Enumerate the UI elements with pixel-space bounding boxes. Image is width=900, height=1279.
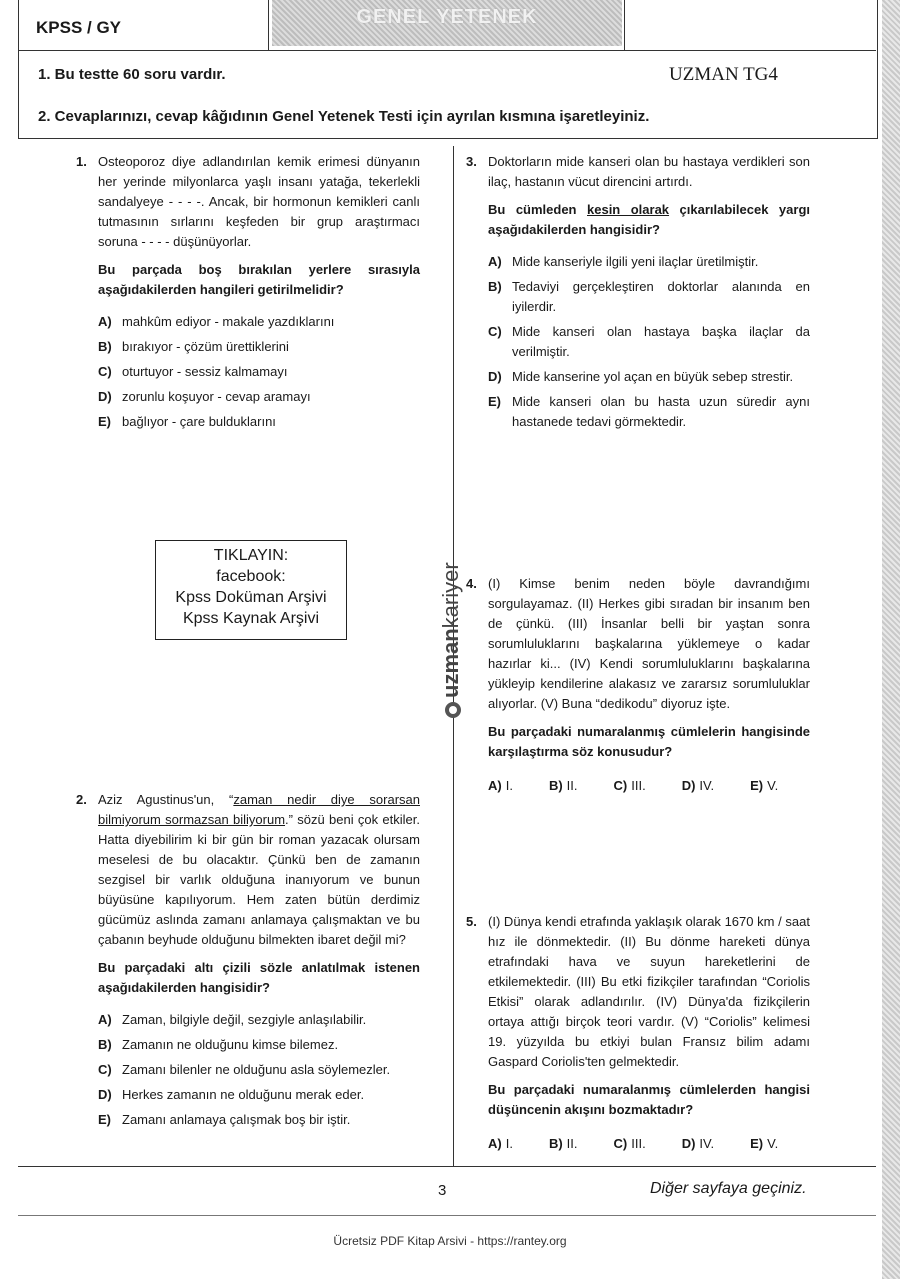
question-stem: Osteoporoz diye adlandırılan kemik erimesi dünyanın her yerinde milyonlarca yaşlı insanı yatağa, tekerlekli sandalyeye - - - -. Ancak, bir hormonun kemikleri canlı tutmasının sırlarını keşfeden bir grup araştırmacı soruna - - - - düşünüyorlar. (98, 154, 420, 249)
question-stem: (I) Kimse benim neden böyle davrandığımı sorgulayamaz. (II) Herkes gibi sıradan bir insanım ben de çünkü. (III) İnsanlar belli bir yaştan sonra sorumluluklarını başkalarına yüklemeye o kadar hazırlar ki... (IV) Kendi sorumluluklarını başkalarına yükleyip kendilerine alakasız ve zararsız sorumluluklar alıyorlar. (V) Buna “dedikodu” diyoruz işte. (488, 576, 810, 711)
option-c[interactable]: C) oturtuyor - sessiz kalmamayı (98, 364, 288, 379)
question-number: 3. (466, 154, 477, 169)
option-e[interactable]: E) V. (750, 778, 779, 793)
option-b[interactable]: B) bırakıyor - çözüm ürettiklerini (98, 339, 289, 354)
question-5 (466, 912, 810, 1154)
footer-rule-secondary (18, 1215, 876, 1217)
page-edge-shading (882, 0, 900, 1279)
question-stem: Aziz Agustinus'un, “zaman nedir diye sorarsan bilmiyorum sormazsan biliyorum.” sözü beni çok etkiler. Hatta diyebilirim ki bir gün bir roman yazacak olursam meselesi de bu olacaktır. Çünkü ben de zamanın sezgisel bir varlık olduğuna inanıyorum ve bunun büyüsüne kapılıyorum. Hem zaten bütün derdimiz gücümüz aslında zamanı anlamaya çalışmaktan ve bu çabanın beyhude olduğunu bilmekten ibaret değil mi? (98, 792, 420, 947)
option-d[interactable]: D) IV. (681, 778, 715, 793)
logo-bold-text: uzman (438, 628, 463, 698)
option-e[interactable]: E) Zamanı anlamaya çalışmak boş bir iştir. (98, 1112, 351, 1127)
instruction-1: 1. Bu testte 60 soru vardır. (38, 66, 226, 83)
option-a[interactable]: A) mahkûm ediyor - makale yazdıklarını (98, 314, 335, 329)
instruction-2: 2. Cevaplarınızı, cevap kâğıdının Genel Yetenek Testi için ayrılan kısmına işaretleyiniz. (38, 108, 650, 125)
underlined-phrase: kesin olarak (587, 202, 670, 217)
question-number: 1. (76, 154, 87, 169)
option-b[interactable]: B) II. (548, 1136, 578, 1151)
option-d[interactable]: D) IV. (681, 1136, 715, 1151)
footer-rule (18, 1166, 876, 1168)
promo-line-4: Kpss Kaynak Arşivi (182, 610, 320, 627)
option-c[interactable]: C) Mide kanseri olan hastaya başka ilaçlar da verilmiştir. (488, 324, 810, 359)
question-number: 2. (76, 792, 87, 807)
question-4 (466, 574, 810, 796)
header-divider-left (268, 0, 270, 50)
option-e[interactable]: E) V. (750, 1136, 779, 1151)
header-bottom-rule (18, 50, 876, 52)
next-page-note: Diğer sayfaya geçiniz. (650, 1180, 807, 1197)
section-title: GENEL YETENEK (356, 6, 538, 28)
section-banner (272, 0, 622, 46)
option-c[interactable]: C) III. (613, 778, 646, 793)
question-number: 5. (466, 914, 477, 929)
question-stem: (I) Dünya kendi etrafında yaklaşık olarak 1670 km / saat hız ile dönmektedir. (II) Bu dönme hareketi dünya etrafındaki hava ve suyun hareketlerini de etkilemektedir. (III) Bu etki fizikçiler tarafından “Coriolis Etkisi” olarak adlandırılır. (IV) Dünya'da fizikçilerin ortaya attığı birçok teori vardır. (V) “Coriolis” kelimesi 19. yüzyılda bu etkiyi bulan Fransız bilim adamı Gaspard Coriolis'ten gelmektedir. (488, 914, 810, 1069)
question-prompt: Bu parçadaki altı çizili sözle anlatılmak istenen aşağıdakilerden hangisidir? (98, 960, 420, 995)
promo-line-1: TIKLAYIN: (213, 547, 289, 564)
footer-source-link[interactable]: Ücretsiz PDF Kitap Arsivi - https://rantey.org (333, 1234, 567, 1248)
question-stem: Doktorların mide kanseri olan bu hastaya verdikleri son ilaç, hastanın vücut direncini artırdı. (488, 154, 810, 189)
svg-text:uzmankariyer (438, 562, 463, 698)
answer-options (488, 1134, 810, 1154)
option-e[interactable]: E) bağlıyor - çare bulduklarını (98, 414, 276, 429)
option-b[interactable]: B) Zamanın ne olduğunu kimse bilemez. (98, 1037, 339, 1052)
header-divider-right (624, 0, 626, 50)
option-c[interactable]: C) III. (613, 1136, 646, 1151)
question-prompt: Bu parçadaki numaralanmış cümlelerin hangisinde karşılaştırma söz konusudur? (488, 724, 810, 759)
option-c[interactable]: C) Zamanı bilenler ne olduğunu asla söylemezler. (98, 1062, 391, 1077)
question-3 (466, 152, 810, 437)
option-b[interactable]: B) Tedaviyi gerçekleştiren doktorlar alanında en iyilerdir. (488, 279, 810, 314)
promo-link-box[interactable] (155, 540, 347, 640)
promo-line-3: Kpss Doküman Arşivi (175, 589, 327, 606)
page-number: 3 (438, 1182, 447, 1199)
option-a[interactable]: A) I. (488, 778, 513, 793)
option-a[interactable]: A) Zaman, bilgiyle değil, sezgiyle anlaşılabilir. (98, 1012, 367, 1027)
question-prompt: Bu cümleden kesin olarak çıkarılabilecek yargı aşağıdakilerden hangisidir? (488, 202, 810, 237)
option-a[interactable]: A) Mide kanseriyle ilgili yeni ilaçlar üretilmiştir. (488, 254, 759, 269)
question-2 (76, 790, 420, 1135)
answer-options (488, 776, 810, 796)
promo-line-2: facebook: (216, 568, 286, 585)
exam-code: KPSS / GY (36, 18, 122, 37)
underlined-quote: zaman nedir diye sorarsan bilmiyorum sormazsan biliyorum (98, 792, 420, 827)
answer-options (98, 312, 420, 432)
option-d[interactable]: D) Herkes zamanın ne olduğunu merak eder. (98, 1087, 365, 1102)
answer-options (98, 1010, 420, 1130)
option-d[interactable]: D) zorunlu koşuyor - cevap aramayı (98, 389, 311, 404)
question-1 (76, 152, 420, 437)
question-prompt: Bu parçada boş bırakılan yerlere sırasıyla aşağıdakilerden hangileri getirilmelidir? (98, 262, 420, 297)
answer-options (488, 252, 810, 432)
option-e[interactable]: E) Mide kanseri olan bu hasta uzun süredir aynı hastanede tedavi görmektedir. (488, 394, 810, 429)
option-d[interactable]: D) Mide kanserine yol açan en büyük sebep strestir. (488, 369, 794, 384)
uzman-kariyer-logo (424, 540, 484, 720)
option-b[interactable]: B) II. (548, 778, 578, 793)
logo-light-text: kariyer (438, 562, 463, 629)
brand-label: UZMAN TG4 (669, 64, 778, 85)
question-number: 4. (466, 576, 477, 591)
question-prompt: Bu parçadaki numaralanmış cümlelerden hangisi düşüncenin akışını bozmaktadır? (488, 1082, 810, 1117)
option-a[interactable]: A) I. (488, 1136, 513, 1151)
